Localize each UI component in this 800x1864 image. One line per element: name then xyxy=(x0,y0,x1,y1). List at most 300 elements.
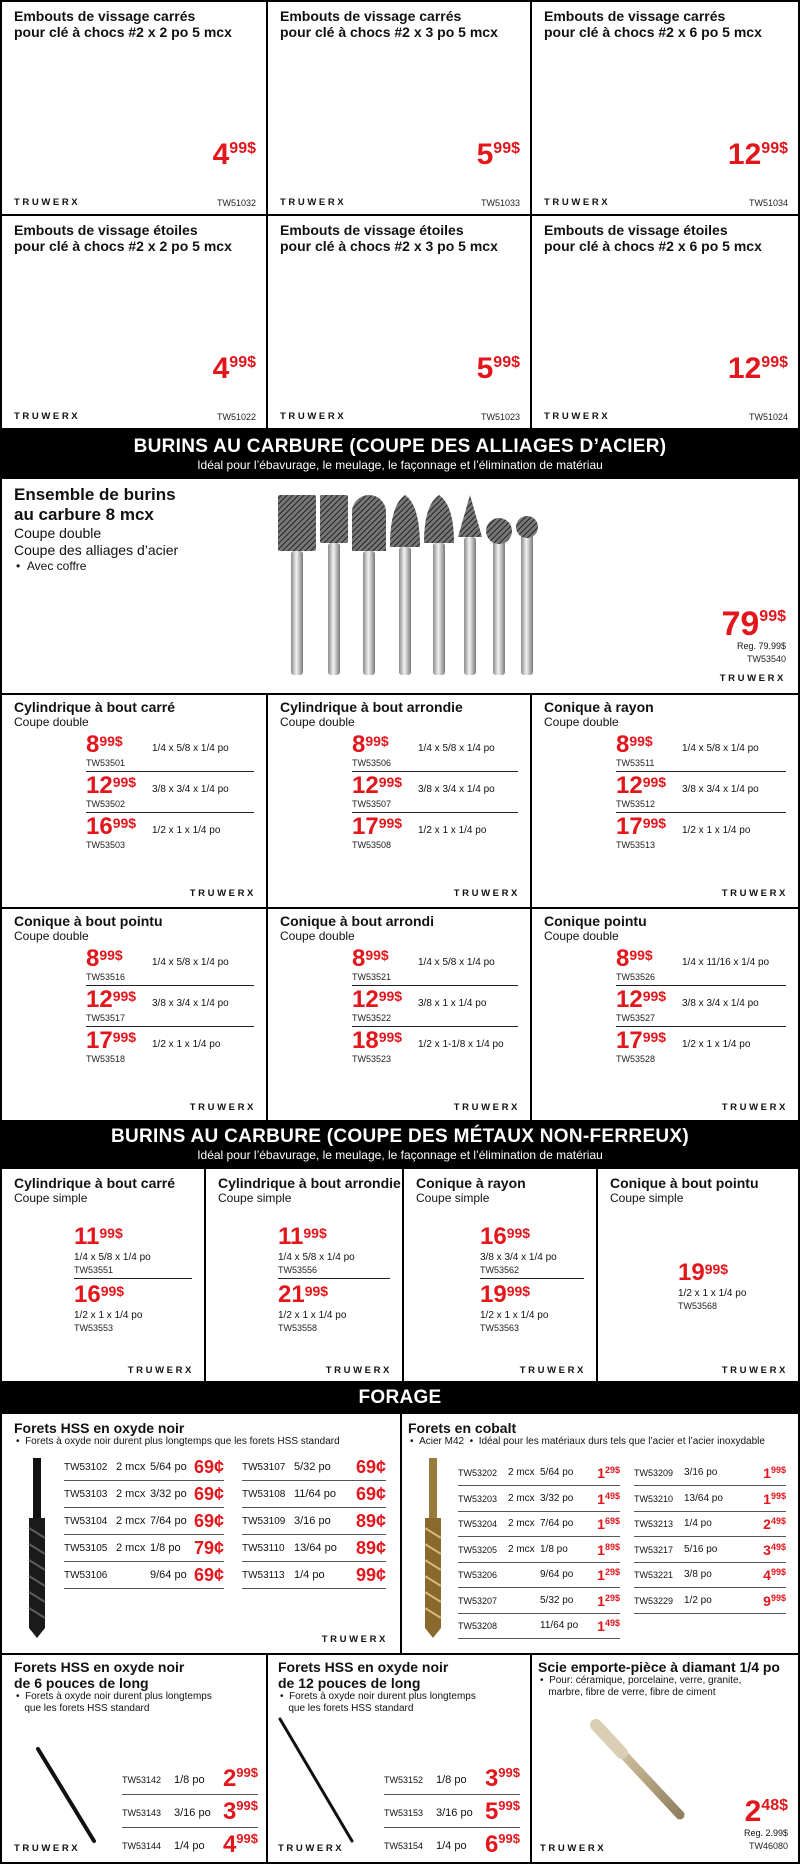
drill-qty: 2 mcx xyxy=(508,1467,535,1478)
drill-price: $1^{29\$}$ xyxy=(597,1592,620,1609)
drill-price: $4^{99\$}$ xyxy=(222,1831,258,1858)
drill-row xyxy=(384,1798,520,1828)
card-title-1: Embouts de vissage étoiles xyxy=(14,222,198,238)
drill-row xyxy=(64,1539,224,1561)
drill-sku: TW53205 xyxy=(458,1544,498,1555)
single-cut-burr-card xyxy=(404,1169,596,1381)
drill-row xyxy=(458,1592,620,1614)
drill-price: $3^{49\$}$ xyxy=(763,1541,786,1558)
drill-row xyxy=(64,1485,224,1507)
card-title-1: Forets HSS en oxyde noir xyxy=(14,1659,185,1675)
burr-price: 1799$ xyxy=(616,1027,667,1054)
double-cut-burr-card xyxy=(532,909,798,1120)
card-bullet: • Pour: céramique, porcelaine, verre, granite, marbre, fibre de verre, fibre de ciment xyxy=(540,1675,742,1698)
burr-sku: TW53506 xyxy=(352,758,392,768)
drill-size: 5/64 po xyxy=(150,1461,187,1473)
product-sku: TW51022 xyxy=(216,412,256,422)
burr-price: 899$ xyxy=(352,731,389,758)
drill-sku: TW53213 xyxy=(634,1519,674,1529)
section-subtitle: Idéal pour l’ébavurage, le meulage, le façonnage et l’élimination de matériau xyxy=(197,1148,603,1162)
burr-size: 1/4 x 5/8 x 1/4 po xyxy=(74,1252,151,1263)
divider xyxy=(634,1511,786,1512)
drill-size: 9/64 po xyxy=(150,1569,187,1581)
burr-size: 1/4 x 5/8 x 1/4 po xyxy=(152,957,229,968)
set-price: 7999$ xyxy=(721,605,786,643)
card-title-2: de 12 pouces de long xyxy=(278,1675,421,1691)
drill-qty: 2 mcx xyxy=(116,1542,146,1554)
burr-sku: TW53522 xyxy=(352,1013,392,1023)
drill-row xyxy=(242,1539,386,1561)
divider xyxy=(458,1485,620,1486)
drill-sku: TW53206 xyxy=(458,1570,498,1580)
card-bullet: • Forets à oxyde noir durent plus longtemps que les forets HSS standard xyxy=(16,1436,340,1447)
drill-sku: TW53103 xyxy=(64,1489,108,1500)
divider xyxy=(458,1511,620,1512)
burr-sku: TW53558 xyxy=(278,1323,318,1333)
burr-sku: TW53511 xyxy=(616,758,655,768)
drill-row xyxy=(458,1617,620,1639)
cobalt-drill-bit-icon xyxy=(420,1458,446,1638)
drill-price: 69¢ xyxy=(193,1484,224,1504)
burr-sku: TW53563 xyxy=(480,1323,520,1333)
drill-row xyxy=(242,1458,386,1480)
burr-price: 899$ xyxy=(616,731,653,758)
burr-price: 1699$ xyxy=(86,813,137,840)
drill-sku: TW53108 xyxy=(242,1489,286,1500)
brand-logo: TRUWERX xyxy=(278,1843,345,1854)
drill-size: 5/32 po xyxy=(294,1461,331,1473)
drill-size: 1/4 po xyxy=(174,1840,205,1852)
burr-price: 1299$ xyxy=(86,772,137,799)
drill-price: $5^{99\$}$ xyxy=(484,1798,520,1825)
drill-sku: TW53209 xyxy=(634,1468,674,1478)
brand-logo: TRUWERX xyxy=(280,411,347,422)
drill-size: 13/64 po xyxy=(294,1542,337,1554)
burr-size: 3/8 x 1 x 1/4 po xyxy=(418,998,487,1009)
drill-price: $2^{49\$}$ xyxy=(763,1516,786,1532)
drill-row xyxy=(458,1515,620,1537)
drill-row xyxy=(64,1512,224,1534)
burr-sku: TW53518 xyxy=(86,1054,126,1064)
section-band-drilling xyxy=(0,1383,800,1413)
bit-product-card xyxy=(268,216,530,428)
divider xyxy=(634,1485,786,1486)
divider xyxy=(458,1613,620,1614)
drill-size: 7/64 po xyxy=(540,1518,574,1529)
double-cut-burr-card xyxy=(532,695,798,907)
card-title-1: Embouts de vissage étoiles xyxy=(280,222,464,238)
burr-price: 899$ xyxy=(352,945,389,972)
drill-sku: TW53109 xyxy=(242,1516,286,1527)
long-drill-bit-icon xyxy=(32,1745,102,1845)
drill-size: 1/8 po xyxy=(150,1542,181,1554)
divider xyxy=(634,1587,786,1588)
burr-price: 1899$ xyxy=(352,1027,403,1054)
double-cut-burr-card xyxy=(2,695,266,907)
burr-price: 1299$ xyxy=(352,986,403,1013)
brand-logo: TRUWERX xyxy=(14,197,81,208)
drill-price: 79¢ xyxy=(193,1538,224,1558)
burr-sku: TW53507 xyxy=(352,799,392,809)
set-line-1: Coupe double xyxy=(14,525,102,541)
burr-set-icon xyxy=(272,487,552,687)
drill-sku: TW53107 xyxy=(242,1462,286,1473)
divider xyxy=(634,1562,786,1563)
card-title: Conique pointu xyxy=(544,913,647,929)
burr-size: 1/2 x 1 x 1/4 po xyxy=(480,1310,549,1321)
set-title-2: au carbure 8 mcx xyxy=(14,505,154,524)
brand-logo: TRUWERX xyxy=(14,1843,81,1854)
drill-size: 3/32 po xyxy=(540,1492,574,1504)
drill-sku: TW53210 xyxy=(634,1493,674,1504)
drill-size: 9/64 po xyxy=(540,1569,574,1580)
product-sku: TW51032 xyxy=(216,198,256,208)
drill-sku: TW53104 xyxy=(64,1516,108,1527)
card-title-2: de 6 pouces de long xyxy=(14,1675,149,1691)
burr-sku: TW53517 xyxy=(86,1013,126,1023)
divider xyxy=(458,1536,620,1537)
drill-price: $1^{29\$}$ xyxy=(597,1567,620,1583)
card-subtitle: Coupe double xyxy=(544,929,619,943)
drill-size: 1/8 po xyxy=(174,1774,205,1786)
drill-size: 1/4 po xyxy=(294,1569,325,1581)
drill-sku: TW53110 xyxy=(242,1543,285,1554)
divider xyxy=(384,1794,520,1795)
drill-sku: TW53152 xyxy=(384,1775,424,1785)
drill-row xyxy=(634,1515,786,1537)
card-bullet: • Forets à oxyde noir durent plus longtemps que les forets HSS standard xyxy=(280,1691,476,1714)
diamond-hole-saw-icon xyxy=(582,1715,692,1825)
burr-size: 3/8 x 3/4 x 1/4 po xyxy=(418,784,495,795)
brand-logo: TRUWERX xyxy=(544,411,611,422)
burr-price: 899$ xyxy=(616,945,653,972)
drill-qty: 2 mcx xyxy=(508,1543,535,1555)
drill-price: 69¢ xyxy=(193,1565,224,1585)
burr-price: 1199$ xyxy=(278,1223,327,1250)
drill-qty: 2 mcx xyxy=(116,1488,146,1500)
card-subtitle: Coupe double xyxy=(544,715,619,729)
six-inch-drill-card xyxy=(2,1655,266,1862)
section-subtitle: Idéal pour l’ébavurage, le meulage, le façonnage et l’élimination de matériau xyxy=(197,458,603,472)
burr-sku: TW53501 xyxy=(86,758,126,768)
bit-product-card xyxy=(268,2,530,214)
divider xyxy=(384,1827,520,1828)
drill-sku: TW53154 xyxy=(384,1841,424,1851)
burr-size: 3/8 x 3/4 x 1/4 po xyxy=(152,998,229,1009)
product-price: 1299$ xyxy=(727,352,788,385)
drill-row xyxy=(634,1566,786,1588)
drill-sku: TW53221 xyxy=(634,1570,674,1580)
hole-reg-price: Reg. 2.99$ xyxy=(743,1828,788,1838)
card-subtitle: Coupe simple xyxy=(218,1191,292,1205)
divider xyxy=(242,1480,386,1481)
drill-row xyxy=(458,1464,620,1486)
set-reg-price: Reg. 79.99$ xyxy=(736,641,786,651)
burr-price: 1699$ xyxy=(480,1223,531,1250)
card-title: Forets HSS en oxyde noir xyxy=(14,1420,185,1436)
brand-logo: TRUWERX xyxy=(189,1102,256,1113)
drill-size: 11/64 po xyxy=(294,1488,337,1500)
divider xyxy=(278,1278,390,1279)
card-bullets: • Acier M42 • Idéal pour les matériaux durs tels que l’acier et l’acier inoxydable xyxy=(410,1436,765,1447)
divider xyxy=(64,1561,224,1562)
brand-logo: TRUWERX xyxy=(14,411,81,422)
burr-sku: TW53516 xyxy=(86,972,126,982)
drill-qty: 2 mcx xyxy=(116,1515,146,1527)
drill-row xyxy=(634,1541,786,1563)
drill-row xyxy=(64,1566,224,1588)
drill-size: 1/8 po xyxy=(436,1774,467,1786)
divider xyxy=(74,1278,192,1279)
card-title: Forets en cobalt xyxy=(408,1420,517,1436)
divider xyxy=(242,1507,386,1508)
cobalt-drill-card xyxy=(402,1414,798,1653)
burr-set-card xyxy=(2,479,798,693)
brand-logo: TRUWERX xyxy=(280,197,347,208)
card-title: Conique à bout pointu xyxy=(610,1175,759,1191)
hss-drill-card xyxy=(2,1414,400,1653)
hole-saw-card xyxy=(532,1655,798,1862)
product-price: 599$ xyxy=(476,138,520,171)
divider xyxy=(480,1278,584,1279)
hole-price: 248$ xyxy=(744,1795,788,1828)
divider xyxy=(122,1794,258,1795)
drill-size: 1/4 po xyxy=(436,1840,467,1852)
divider xyxy=(634,1613,786,1614)
drill-sku: TW53144 xyxy=(122,1841,162,1851)
burr-price: 1199$ xyxy=(74,1223,123,1250)
drill-sku: TW53142 xyxy=(122,1775,162,1785)
drill-row xyxy=(122,1765,258,1795)
product-sku: TW51023 xyxy=(480,412,520,422)
drill-row xyxy=(384,1831,520,1861)
brand-logo: TRUWERX xyxy=(719,673,786,684)
set-line-2: Coupe des alliages d’acier xyxy=(14,542,179,558)
card-title-1: Forets HSS en oxyde noir xyxy=(278,1659,449,1675)
drill-price: $4^{99\$}$ xyxy=(763,1567,786,1583)
drill-row xyxy=(64,1458,224,1480)
card-subtitle: Coupe double xyxy=(14,929,89,943)
single-cut-burr-card xyxy=(598,1169,798,1381)
burr-sku: TW53508 xyxy=(352,840,392,850)
section-band-steel xyxy=(0,432,800,478)
burr-sku: TW53551 xyxy=(74,1265,114,1275)
drill-price: $2^{99\$}$ xyxy=(222,1765,258,1792)
burr-price: 1799$ xyxy=(352,813,403,840)
card-title-2: pour clé à chocs #2 x 2 po 5 mcx xyxy=(14,24,232,40)
brand-logo: TRUWERX xyxy=(189,888,256,899)
bit-product-card xyxy=(532,216,798,428)
drill-price: 99¢ xyxy=(355,1565,386,1585)
burr-size: 1/2 x 1 x 1/4 po xyxy=(278,1310,347,1321)
product-price: 499$ xyxy=(212,352,256,385)
burr-size: 1/4 x 5/8 x 1/4 po xyxy=(152,743,229,754)
burr-size: 1/2 x 1 x 1/4 po xyxy=(152,825,221,836)
brand-logo: TRUWERX xyxy=(127,1365,194,1376)
brand-logo: TRUWERX xyxy=(721,1365,788,1376)
card-title: Scie emporte-pièce à diamant 1/4 po xyxy=(538,1659,780,1675)
drill-price: 89¢ xyxy=(355,1511,386,1531)
drill-price: $1^{99\$}$ xyxy=(763,1465,786,1481)
drill-sku: TW53204 xyxy=(458,1519,498,1529)
drill-sku: TW53143 xyxy=(122,1808,162,1818)
divider xyxy=(64,1480,224,1481)
set-sku: TW53540 xyxy=(746,654,786,664)
burr-size: 1/4 x 5/8 x 1/4 po xyxy=(418,743,495,754)
burr-price: 2199$ xyxy=(278,1281,329,1308)
burr-size: 1/4 x 5/8 x 1/4 po xyxy=(278,1252,355,1263)
card-title: Cylindrique à bout arrondie xyxy=(280,699,463,715)
divider xyxy=(458,1638,620,1639)
burr-price: 1799$ xyxy=(86,1027,137,1054)
drill-size: 1/4 po xyxy=(684,1518,712,1529)
drill-sku: TW53102 xyxy=(64,1462,108,1473)
burr-sku: TW53512 xyxy=(616,799,656,809)
drill-size: 3/32 po xyxy=(150,1488,187,1500)
drill-row xyxy=(122,1798,258,1828)
section-band-nonferrous xyxy=(0,1122,800,1168)
drill-price: $1^{69\$}$ xyxy=(597,1516,620,1532)
card-title: Conique à rayon xyxy=(416,1175,526,1191)
burr-sku: TW53553 xyxy=(74,1323,114,1333)
hole-sku: TW46080 xyxy=(748,1841,788,1851)
divider xyxy=(458,1587,620,1588)
divider xyxy=(458,1562,620,1563)
card-subtitle: Coupe simple xyxy=(416,1191,490,1205)
burr-price: 1999$ xyxy=(678,1259,729,1286)
burr-sku: TW53526 xyxy=(616,972,656,982)
burr-sku: TW53521 xyxy=(352,972,392,982)
card-subtitle: Coupe simple xyxy=(610,1191,684,1205)
drill-qty: 2 mcx xyxy=(508,1492,535,1504)
brand-logo: TRUWERX xyxy=(721,888,788,899)
burr-size: 1/2 x 1 x 1/4 po xyxy=(152,1039,221,1050)
burr-sku: TW53513 xyxy=(616,840,656,850)
double-cut-burr-card xyxy=(268,695,530,907)
card-title-1: Embouts de vissage carrés xyxy=(280,8,462,24)
drill-row xyxy=(458,1566,620,1588)
drill-size: 7/64 po xyxy=(150,1515,187,1527)
product-sku: TW51033 xyxy=(480,198,520,208)
brand-logo: TRUWERX xyxy=(453,1102,520,1113)
drill-size: 3/16 po xyxy=(294,1515,331,1527)
brand-logo: TRUWERX xyxy=(540,1843,607,1854)
extra-long-drill-bit-icon xyxy=(276,1715,356,1845)
drill-qty: 2 mcx xyxy=(116,1461,146,1473)
drill-sku: TW53203 xyxy=(458,1493,498,1504)
drill-price: 69¢ xyxy=(193,1457,224,1477)
drill-price: $6^{99\$}$ xyxy=(484,1831,520,1858)
burr-size: 1/4 x 5/8 x 1/4 po xyxy=(682,743,759,754)
drill-size: 5/32 po xyxy=(540,1594,574,1606)
card-title-2: pour clé à chocs #2 x 2 po 5 mcx xyxy=(14,238,232,254)
drill-sku: TW53217 xyxy=(634,1544,674,1555)
burr-sku: TW53556 xyxy=(278,1265,318,1275)
bit-product-card xyxy=(2,216,266,428)
set-bullet: • Avec coffre xyxy=(16,559,87,573)
drill-size: 1/8 po xyxy=(540,1543,568,1555)
burr-size: 3/8 x 3/4 x 1/4 po xyxy=(682,784,759,795)
burr-size: 1/2 x 1 x 1/4 po xyxy=(74,1310,143,1321)
burr-sku: TW53568 xyxy=(678,1301,718,1311)
drill-price: 69¢ xyxy=(193,1511,224,1531)
drill-sku: TW53153 xyxy=(384,1808,424,1818)
burr-sku: TW53503 xyxy=(86,840,126,850)
burr-sku: TW53527 xyxy=(616,1013,656,1023)
brand-logo: TRUWERX xyxy=(519,1365,586,1376)
black-drill-bit-icon xyxy=(24,1458,50,1638)
brand-logo: TRUWERX xyxy=(544,197,611,208)
product-sku: TW51034 xyxy=(748,198,788,208)
divider xyxy=(634,1536,786,1537)
divider xyxy=(242,1534,386,1535)
section-title: FORAGE xyxy=(358,1387,442,1408)
burr-sku: TW53528 xyxy=(616,1054,656,1064)
brand-logo: TRUWERX xyxy=(453,888,520,899)
drill-sku: TW53105 xyxy=(64,1543,108,1554)
card-title-1: Embouts de vissage étoiles xyxy=(544,222,728,238)
set-title-1: Ensemble de burins xyxy=(14,485,176,504)
divider xyxy=(64,1534,224,1535)
burr-size: 1/2 x 1 x 1/4 po xyxy=(418,825,487,836)
drill-sku: TW53208 xyxy=(458,1621,498,1631)
bit-product-card xyxy=(2,2,266,214)
burr-sku: TW53562 xyxy=(480,1265,520,1275)
drill-price: $1^{49\$}$ xyxy=(597,1490,620,1507)
card-title-1: Embouts de vissage carrés xyxy=(14,8,196,24)
divider xyxy=(242,1561,386,1562)
card-title-1: Embouts de vissage carrés xyxy=(544,8,726,24)
drill-sku: TW53106 xyxy=(64,1570,108,1581)
card-title-2: pour clé à chocs #2 x 6 po 5 mcx xyxy=(544,238,762,254)
drill-qty: 2 mcx xyxy=(508,1518,535,1529)
burr-price: 899$ xyxy=(86,731,123,758)
brand-logo: TRUWERX xyxy=(325,1365,392,1376)
burr-size: 3/8 x 3/4 x 1/4 po xyxy=(152,784,229,795)
drill-row xyxy=(458,1541,620,1563)
card-subtitle: Coupe double xyxy=(280,929,355,943)
drill-row xyxy=(458,1490,620,1512)
burr-price: 899$ xyxy=(86,945,123,972)
twelve-inch-drill-card xyxy=(268,1655,530,1862)
burr-size: 1/2 x 1 x 1/4 po xyxy=(682,825,751,836)
divider xyxy=(242,1588,386,1589)
brand-logo: TRUWERX xyxy=(321,1634,388,1645)
drill-row xyxy=(634,1464,786,1486)
drill-row xyxy=(634,1490,786,1512)
drill-size: 3/16 po xyxy=(684,1467,718,1478)
card-subtitle: Coupe double xyxy=(14,715,89,729)
drill-size: 11/64 po xyxy=(540,1620,579,1631)
drill-sku: TW53113 xyxy=(242,1570,285,1581)
burr-size: 1/4 x 11/16 x 1/4 po xyxy=(682,957,770,968)
burr-price: 1299$ xyxy=(352,772,403,799)
drill-sku: TW53202 xyxy=(458,1468,498,1478)
drill-size: 5/16 po xyxy=(684,1543,718,1555)
burr-size: 1/2 x 1 x 1/4 po xyxy=(678,1288,747,1299)
burr-price: 1299$ xyxy=(616,986,667,1013)
drill-sku: TW53229 xyxy=(634,1595,674,1606)
drill-price: $1^{99\$}$ xyxy=(763,1490,786,1507)
drill-size: 5/64 po xyxy=(540,1467,574,1478)
card-title-2: pour clé à chocs #2 x 6 po 5 mcx xyxy=(544,24,762,40)
burr-price: 1999$ xyxy=(480,1281,531,1308)
product-sku: TW51024 xyxy=(748,412,788,422)
burr-price: 1799$ xyxy=(616,813,667,840)
drill-price: $3^{99\$}$ xyxy=(222,1798,258,1825)
product-price: 1299$ xyxy=(727,138,788,171)
product-price: 599$ xyxy=(476,352,520,385)
